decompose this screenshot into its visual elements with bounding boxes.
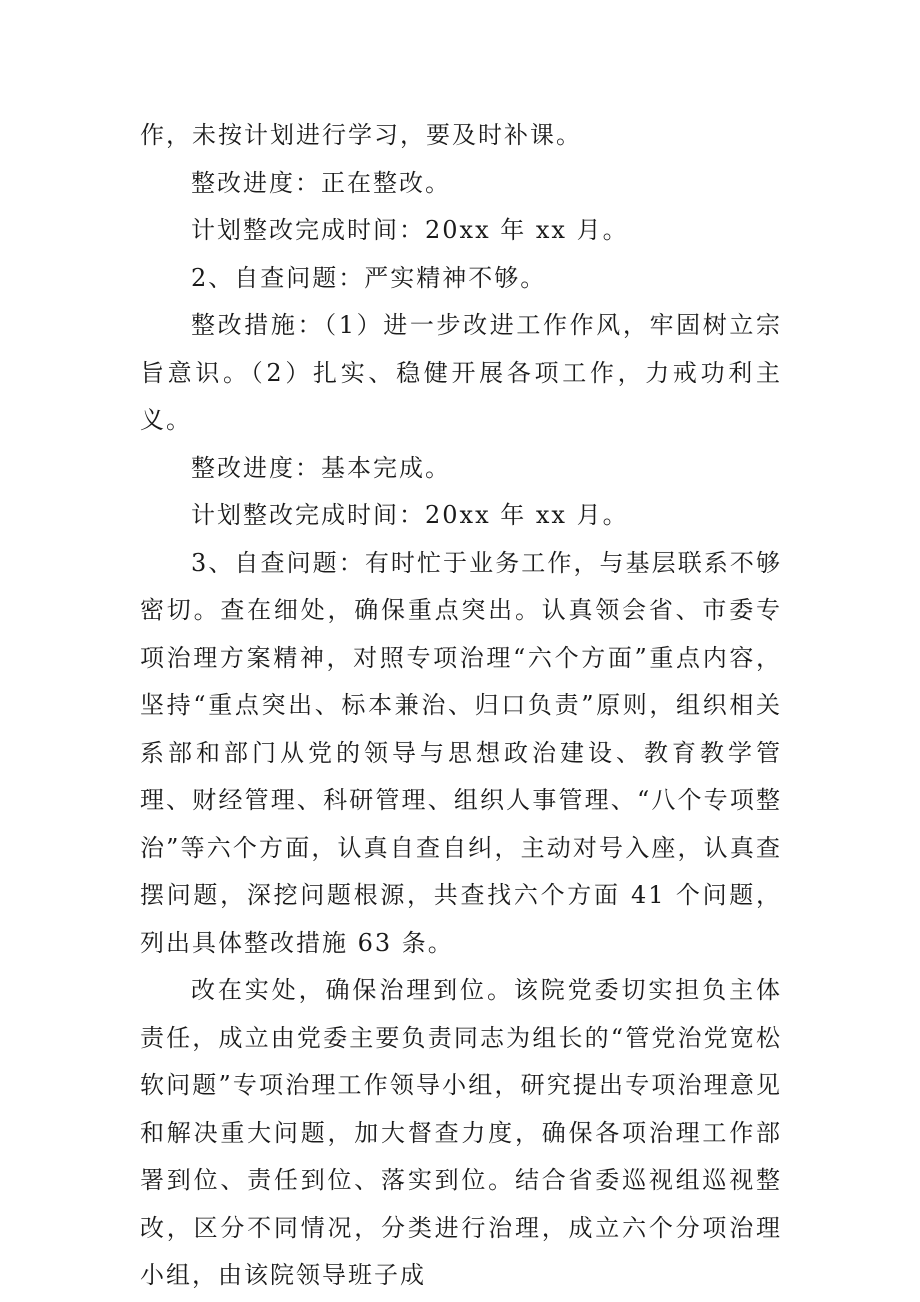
document-body	[140, 112, 782, 1300]
paragraph-rectification-in-practice: 改在实处，确保治理到位。该院党委切实担负主体责任，成立由党委主要负责同志为组长的“管党治党宽松软问题”专项治理工作领导小组，研究提出专项治理意见和解决重大问题，加大督查力度，确保各项治理工作部署到位、责任到位、落实到位。结合省委巡视组巡视整改，区分不同情况，分类进行治理，成立六个分项治理小组，由该院领导班子成	[140, 976, 782, 1289]
paragraph-self-check-issue-2: 2、自查问题：严实精神不够。	[191, 263, 547, 292]
paragraph-rectification-measures-2: 整改措施：（1）进一步改进工作作风，牢固树立宗旨意识。（2）扎实、稳健开展各项工作，力戒功利主义。	[140, 311, 782, 434]
paragraph-planned-completion-2: 计划整改完成时间：20xx 年 xx 月。	[191, 501, 629, 529]
paragraph-planned-completion-1: 计划整改完成时间：20xx 年 xx 月。	[191, 216, 629, 244]
paragraph-continuation: 作，未按计划进行学习，要及时补课。	[140, 121, 582, 149]
paragraph-self-check-issue-3: 3、自查问题：有时忙于业务工作，与基层联系不够密切。查在细处，确保重点突出。认真领会省、市委专项治理方案精神，对照专项治理“六个方面”重点内容，坚持“重点突出、标本兼治、归口负责”原则，组织相关系部和部门从党的领导与思想政治建设、教育教学管理、财经管理、科研管理、组织人事管理、“八个专项整治”等六个方面，认真自查自纠，主动对号入座，认真查摆问题，深挖问题根源，共查找六个方面 41 个问题，列出具体整改措施 63 条。	[140, 548, 782, 957]
paragraph-rectification-progress-2: 整改进度：基本完成。	[191, 453, 451, 482]
paragraph-rectification-progress-1: 整改进度：正在整改。	[191, 168, 451, 197]
